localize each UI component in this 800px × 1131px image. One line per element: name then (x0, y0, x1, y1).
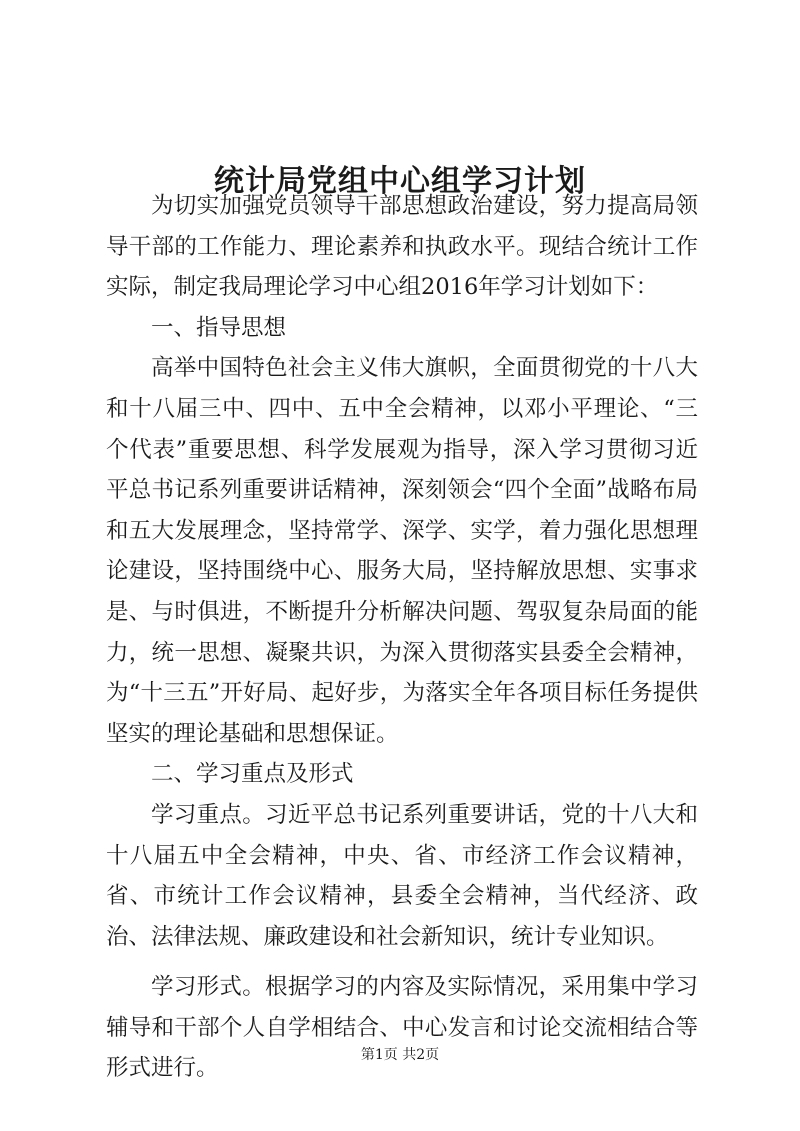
section-heading-guiding-ideology: 一、指导思想 (151, 314, 287, 341)
document-title: 统计局党组中心组学习计划 (214, 164, 586, 200)
study-form-paragraph: 学习形式。根据学习的内容及实际情况，采用集中学习辅导和干部个人自学相结合、中心发言和讨论交流相结合等形式进行。 (106, 974, 698, 1082)
intro-paragraph: 为切实加强党员领导干部思想政治建设，努力提高局领导干部的工作能力、理论素养和执政水平。现结合统计工作实际，制定我局理论学习中心组2016年学习计划如下： (106, 193, 698, 301)
page-footer: 第1页 共2页 (360, 1047, 440, 1063)
guiding-ideology-paragraph: 高举中国特色社会主义伟大旗帜，全面贯彻党的十八大和十八届三中、四中、五中全会精神，以邓小平理论、“三个代表”重要思想、科学发展观为指导，深入学习贯彻习近平总书记系列重要讲话精神，深刻领会“四个全面”战略布局和五大发展理念，坚持常学、深学、实学，着力强化思想理论建设，坚持围绕中心、服务大局，坚持解放思想、实事求是、与时俱进，不断提升分析解决问题、驾驭复杂局面的能力，统一思想、凝聚共识，为深入贯彻落实县委全会精神，为“十三五”开好局、起好步，为落实全年各项目标任务提供坚实的理论基础和思想保证。 (106, 355, 698, 747)
document-body (106, 186, 698, 1089)
study-focus-paragraph: 学习重点。习近平总书记系列重要讲话，党的十八大和十八届五中全会精神，中央、省、市经济工作会议精神，省、市统计工作会议精神，县委全会精神，当代经济、政治、法律法规、廉政建设和社会新知识，统计专业知识。 (106, 801, 698, 950)
section-heading-study-focus-and-form: 二、学习重点及形式 (151, 761, 354, 788)
